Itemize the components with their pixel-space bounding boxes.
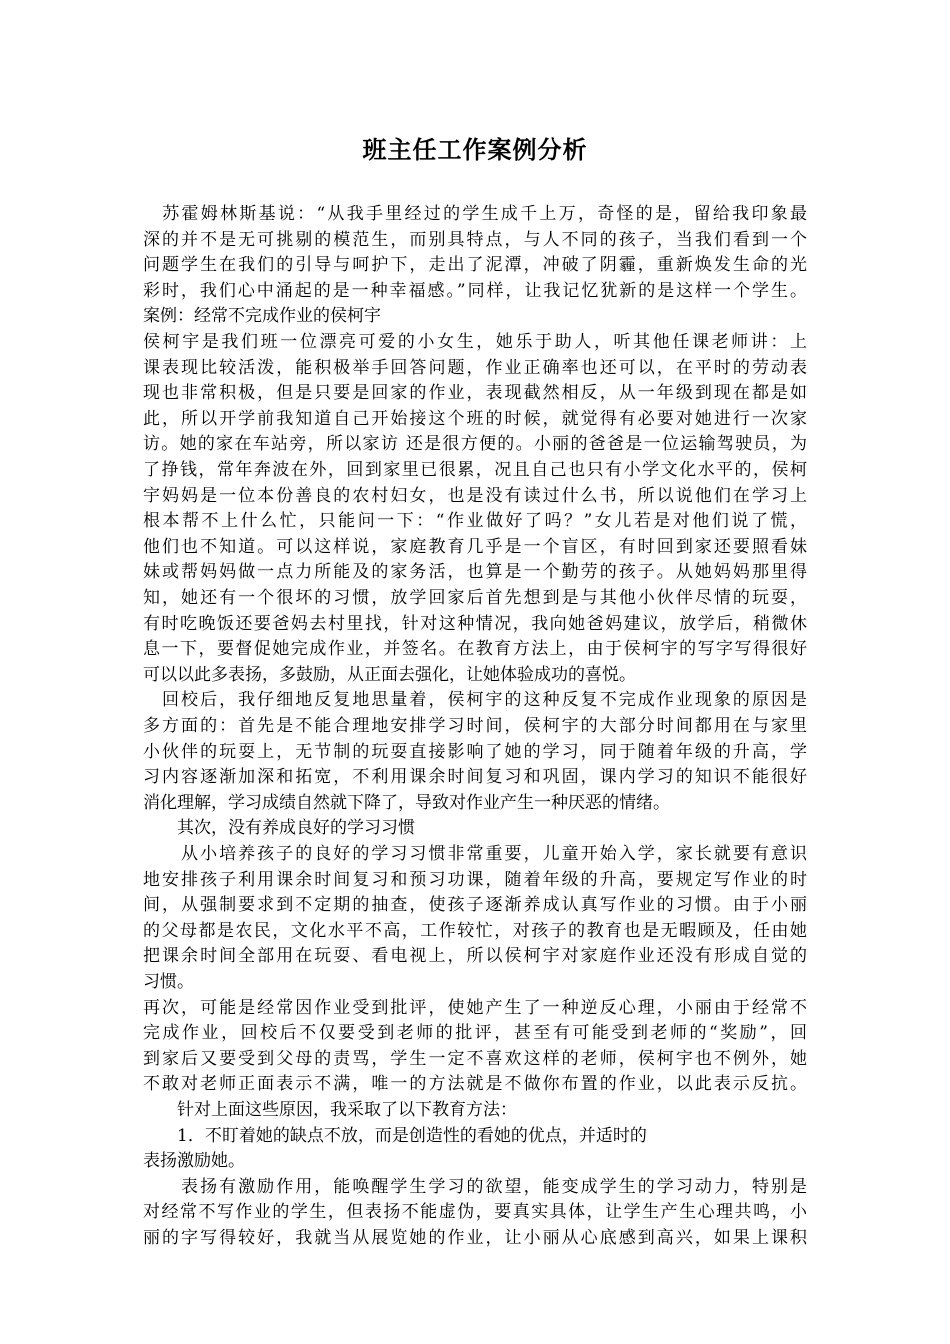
text-line: 再次，可能是经常因作业受到批评，使她产生了一种逆反心理，小丽由于经常不 bbox=[143, 997, 807, 1018]
text-line: 苏霍姆林斯基说：“从我手里经过的学生成千上万，奇怪的是，留给我印象最 bbox=[143, 204, 807, 224]
text-line: 间，从强制要求到不定期的抽查，使孩子逐渐养成认真写作业的习惯。由于小丽 bbox=[143, 895, 807, 916]
text-line: 习惯。 bbox=[143, 972, 194, 992]
text-line: 表扬有激励作用，能唤醒学生学习的欲望，能变成学生的学习动力，特别是 bbox=[143, 1176, 807, 1197]
text-line: 深的并不是无可挑剔的模范生，而别具特点，与人不同的孩子，当我们看到一个 bbox=[143, 229, 807, 250]
text-line: 根本帮不上什么忙，只能问一下：“作业做好了吗？”女儿若是对他们说了慌， bbox=[143, 511, 807, 532]
text-line: 侯柯宇是我们班一位漂亮可爱的小女生，她乐于助人，听其他任课老师讲：上 bbox=[143, 332, 807, 352]
text-line: 把课余时间全部用在玩耍、看电视上，所以侯柯宇对家庭作业还没有形成自觉的 bbox=[143, 946, 807, 967]
text-line: 案例：经常不完成作业的侯柯宇 bbox=[143, 306, 381, 327]
text-line: 息一下，要督促她完成作业，并签名。在教育方法上，由于侯柯宇的写字写得很好 bbox=[143, 639, 807, 660]
text-line: 的父母都是农民，文化水平不高，工作较忙，对孩子的教育也是无暇顾及，任由她 bbox=[143, 920, 807, 941]
text-line: 小伙伴的玩耍上，无节制的玩耍直接影响了她的学习，同于随着年级的升高，学 bbox=[143, 741, 807, 762]
text-line: 可以以此多表扬，多鼓励，从正面去强化，让她体验成功的喜悦。 bbox=[143, 664, 636, 685]
text-line: 表扬激励她。 bbox=[143, 1151, 245, 1172]
text-line: 习内容逐渐加深和拓宽，不利用课余时间复习和巩固，课内学习的知识不能很好 bbox=[143, 767, 807, 788]
text-line: 有时吃晚饭还要爸妈去村里找，针对这种情况，我向她爸妈建议，放学后，稍微休 bbox=[143, 613, 807, 634]
text-line: 他们也不知道。可以这样说，家庭教育几乎是一个盲区，有时回到家还要照看妹 bbox=[143, 536, 807, 557]
text-line: 课表现比较活泼，能积极举手回答问题，作业正确率也还可以，在平时的劳动表 bbox=[143, 357, 807, 378]
text-line: 其次，没有养成良好的学习习惯 bbox=[143, 818, 415, 839]
text-line: 访。她的家在车站旁，所以家访 还是很方便的。小丽的爸爸是一位运输驾驶员，为 bbox=[143, 434, 807, 455]
text-line: 回校后，我仔细地反复地思量着，侯柯宇的这种反复不完成作业现象的原因是 bbox=[143, 690, 807, 711]
text-line: 妹或帮妈妈做一点力所能及的家务活，也算是一个勤劳的孩子。从她妈妈那里得 bbox=[143, 562, 807, 583]
text-line: 地安排孩子利用课余时间复习和预习功课，随着年级的升高，要规定写作业的时 bbox=[143, 869, 807, 890]
text-line: 对经常不写作业的学生，但表扬不能虚伪，要真实具体，让学生产生心理共鸣，小 bbox=[143, 1202, 807, 1223]
text-line: 彩时，我们心中涌起的是一种幸福感。”同样，让我记忆犹新的是这样一个学生。 bbox=[143, 280, 807, 301]
text-line: 问题学生在我们的引导与呵护下，走出了泥潭，冲破了阴霾，重新焕发生命的光 bbox=[143, 255, 807, 276]
text-line: 知，她还有一个很坏的习惯，放学回家后首先想到是与其他小伙伴尽情的玩耍， bbox=[143, 588, 807, 608]
text-line: 丽的字写得较好，我就当从展览她的作业，让小丽从心底感到高兴，如果上课积 bbox=[143, 1228, 807, 1248]
text-line: 到家后又要受到父母的责骂，学生一定不喜欢这样的老师，侯柯宇也不例外，她 bbox=[143, 1048, 807, 1069]
text-line: 完成作业，回校后不仅要受到老师的批评，甚至有可能受到老师的“奖励”，回 bbox=[143, 1023, 807, 1044]
text-line: 针对上面这些原因，我采取了以下教育方法： bbox=[143, 1100, 517, 1120]
text-line: 从小培养孩子的良好的学习习惯非常重要，儿童开始入学，家长就要有意识 bbox=[143, 844, 807, 864]
text-line: 1．不盯着她的缺点不放，而是创造性的看她的优点，并适时的 bbox=[143, 1125, 647, 1146]
text-line: 现也非常积极，但是只要是回家的作业，表现截然相反，从一年级到现在都是如 bbox=[143, 383, 807, 404]
text-line: 多方面的：首先是不能合理地安排学习时间，侯柯宇的大部分时间都用在与家里 bbox=[143, 716, 807, 736]
text-line: 了挣钱，常年奔波在外，回到家里已很累，况且自己也只有小学文化水平的，侯柯 bbox=[143, 460, 807, 480]
text-line: 消化理解，学习成绩自然就下降了，导致对作业产生一种厌恶的情绪。 bbox=[143, 792, 670, 813]
document-title: 班主任工作案例分析 bbox=[362, 135, 588, 164]
text-line: 不敢对老师正面表示不满，唯一的方法就是不做你布置的作业，以此表示反抗。 bbox=[143, 1074, 807, 1095]
text-line: 此，所以开学前我知道自己开始接这个班的时候，就觉得有必要对她进行一次家 bbox=[143, 408, 807, 429]
text-line: 宇妈妈是一位本份善良的农村妇女，也是没有读过什么书，所以说他们在学习上 bbox=[143, 485, 807, 506]
